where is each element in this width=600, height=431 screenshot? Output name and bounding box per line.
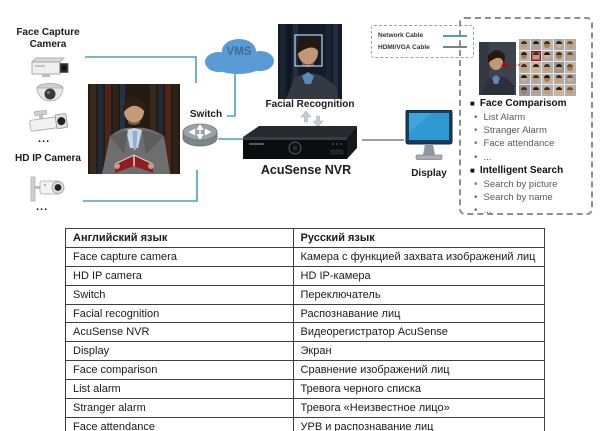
face-thumb bbox=[531, 39, 542, 50]
list-item bbox=[470, 137, 588, 150]
dot-bullet-icon: • bbox=[474, 125, 478, 137]
box-camera-icon bbox=[26, 55, 72, 81]
face-thumb bbox=[519, 74, 530, 85]
table-row bbox=[66, 285, 545, 304]
feature-item-text: Search by name bbox=[483, 192, 553, 204]
feature-item-text: ... bbox=[483, 205, 492, 217]
face-thumb bbox=[519, 39, 530, 50]
list-item bbox=[470, 191, 588, 204]
table-row bbox=[66, 323, 545, 342]
table-row bbox=[66, 247, 545, 266]
table-row bbox=[66, 417, 545, 431]
facial-recognition-photo bbox=[278, 24, 342, 99]
feature-item-text: Face attendance bbox=[483, 138, 555, 150]
cell-en: Stranger alarm bbox=[66, 399, 294, 418]
face-thumb bbox=[554, 39, 565, 50]
cell-ru: Распознавание лиц bbox=[293, 304, 544, 323]
matched-face-thumb bbox=[531, 51, 542, 62]
cell-ru: УРВ и распознавание лиц bbox=[293, 417, 544, 431]
features-panel bbox=[459, 17, 593, 215]
table-row bbox=[66, 361, 545, 380]
table-row bbox=[66, 304, 545, 323]
more-cameras-ellipsis: ... bbox=[38, 133, 51, 145]
cell-ru: HD IP-камера bbox=[293, 266, 544, 285]
face-thumb bbox=[565, 62, 576, 73]
nvr-device bbox=[243, 118, 363, 166]
cell-ru: Переключатель bbox=[293, 285, 544, 304]
list-item bbox=[470, 111, 588, 124]
face-thumb bbox=[554, 62, 565, 73]
list-item bbox=[470, 124, 588, 137]
header-russian: Русский язык bbox=[293, 229, 544, 248]
face-thumb bbox=[542, 39, 553, 50]
nvr-label: AcuSense NVR bbox=[260, 163, 352, 177]
list-item bbox=[470, 178, 588, 191]
cell-en: Face capture camera bbox=[66, 247, 294, 266]
cell-ru: Видеорегистратор AcuSense bbox=[293, 323, 544, 342]
cell-ru: Камера с функцией захвата изображений лиц bbox=[293, 247, 544, 266]
legend-network-cable-label: Network Cable bbox=[378, 32, 424, 40]
dot-bullet-icon: • bbox=[474, 138, 478, 150]
cell-ru: Тревога черного списка bbox=[293, 380, 544, 399]
dot-bullet-icon: • bbox=[474, 112, 478, 123]
cell-ru: Тревога «Неизвестное лицо» bbox=[293, 399, 544, 418]
cell-ru: Сравнение изображений лиц bbox=[293, 361, 544, 380]
translation-table bbox=[65, 228, 545, 431]
intelligent-search-section-title bbox=[470, 164, 588, 178]
face-thumb bbox=[565, 74, 576, 85]
list-item bbox=[470, 204, 588, 217]
face-capture-camera-label: Face Capture Camera bbox=[16, 27, 80, 50]
vms-label: VMS bbox=[226, 46, 252, 58]
face-database-grid bbox=[519, 39, 576, 96]
dot-bullet-icon: • bbox=[474, 205, 478, 217]
square-bullet-icon: ■ bbox=[470, 165, 475, 175]
table-row bbox=[66, 342, 545, 361]
face-thumb bbox=[565, 39, 576, 50]
cell-en: Display bbox=[66, 342, 294, 361]
dot-bullet-icon: • bbox=[474, 151, 478, 163]
table-header-row bbox=[66, 229, 545, 248]
display-monitor bbox=[403, 110, 455, 168]
more-hd-cameras-ellipsis: ... bbox=[36, 201, 49, 213]
section-title-text: Face Comparisom bbox=[479, 98, 567, 109]
face-comparison-section-title bbox=[470, 97, 588, 111]
face-thumb bbox=[565, 51, 576, 62]
face-thumb bbox=[531, 74, 542, 85]
section-title-text: Intelligent Search bbox=[479, 164, 564, 176]
legend-hdmi-cable bbox=[378, 44, 467, 51]
face-thumb bbox=[531, 62, 542, 73]
header-english: Английский язык bbox=[66, 229, 294, 248]
table-row bbox=[66, 380, 545, 399]
face-thumb bbox=[554, 85, 565, 96]
face-thumb bbox=[531, 85, 542, 96]
face-thumb bbox=[542, 51, 553, 62]
table-row bbox=[66, 399, 545, 418]
face-thumb bbox=[542, 74, 553, 85]
face-thumb bbox=[554, 74, 565, 85]
list-item bbox=[470, 151, 588, 164]
cable-cameras-top bbox=[85, 57, 196, 83]
display-label: Display bbox=[411, 168, 447, 179]
face-thumb bbox=[542, 85, 553, 96]
cell-ru: Экран bbox=[293, 342, 544, 361]
cell-en: List alarm bbox=[66, 380, 294, 399]
legend-network-cable bbox=[378, 32, 467, 39]
face-thumb bbox=[542, 62, 553, 73]
dot-bullet-icon: • bbox=[474, 178, 478, 190]
legend-hdmi-cable-label: HDMI/VGA Cable bbox=[378, 43, 430, 51]
man-reading-photo bbox=[88, 84, 180, 174]
face-thumb bbox=[519, 85, 530, 96]
facial-recognition-label: Facial Recognition bbox=[265, 99, 355, 110]
face-thumb bbox=[554, 51, 565, 62]
feature-item-text: List Alarm bbox=[483, 112, 526, 123]
hd-ip-camera-label: HD IP Camera bbox=[15, 153, 81, 164]
dome-camera-icon bbox=[36, 82, 64, 108]
cell-en: HD IP camera bbox=[66, 266, 294, 285]
switch-label: Switch bbox=[189, 109, 223, 120]
table-row bbox=[66, 266, 545, 285]
cell-en: Switch bbox=[66, 285, 294, 304]
cell-en: Face attendance bbox=[66, 417, 294, 431]
cell-en: AcuSense NVR bbox=[66, 323, 294, 342]
square-bullet-icon: ■ bbox=[470, 99, 475, 108]
match-arrow-icon bbox=[501, 60, 521, 70]
dot-bullet-icon: • bbox=[474, 192, 478, 204]
feature-item-text: Search by picture bbox=[483, 178, 558, 190]
cell-en: Face comparison bbox=[66, 361, 294, 380]
cable-cameras-bottom bbox=[83, 170, 197, 201]
face-thumb bbox=[565, 85, 576, 96]
features-list bbox=[470, 97, 588, 217]
cell-en: Facial recognition bbox=[66, 304, 294, 323]
switch-icon bbox=[181, 120, 219, 150]
feature-item-text: ... bbox=[483, 151, 492, 163]
feature-item-text: Stranger Alarm bbox=[483, 125, 547, 137]
